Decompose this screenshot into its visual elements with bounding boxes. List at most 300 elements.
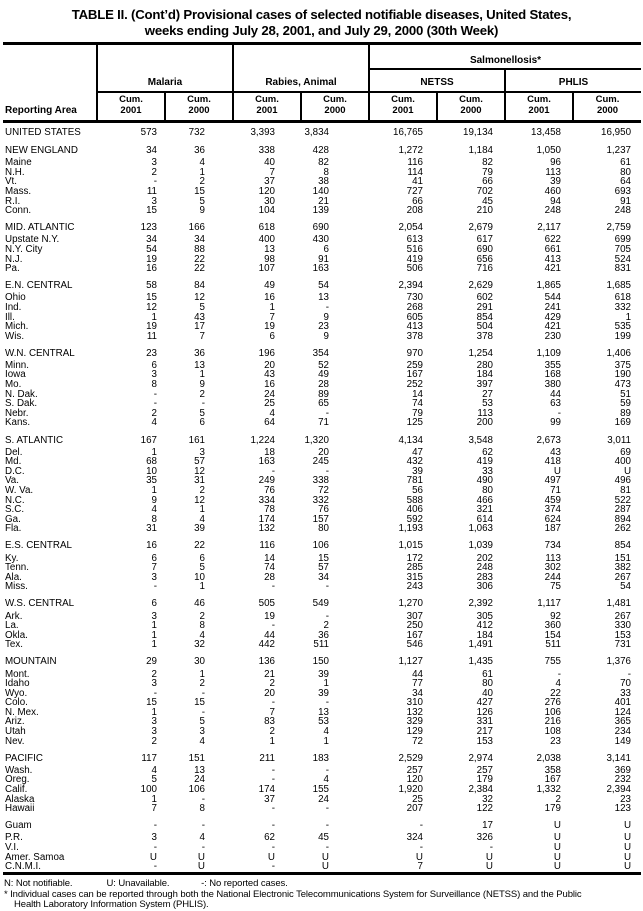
value-cell: 39 bbox=[318, 668, 329, 680]
value-cell: 592 bbox=[406, 513, 423, 525]
value-cell: 332 bbox=[312, 494, 329, 506]
value-cell: 96 bbox=[550, 157, 561, 169]
reporting-area-cell: Wyo. bbox=[5, 687, 28, 699]
reporting-area-cell: Minn. bbox=[5, 359, 29, 371]
value-cell: 25 bbox=[412, 793, 423, 805]
value-cell: 54 bbox=[620, 581, 632, 593]
reporting-area-cell: Amer. Samoa bbox=[5, 851, 65, 863]
value-cell: 505 bbox=[258, 598, 275, 610]
value-cell: 6 bbox=[323, 243, 329, 255]
value-cell: - bbox=[325, 697, 329, 709]
footnote-legend bbox=[4, 879, 641, 890]
value-cell: 54 bbox=[318, 280, 329, 292]
value-cell: 80 bbox=[482, 485, 493, 496]
value-cell: 81 bbox=[620, 485, 632, 496]
value-cell: 321 bbox=[476, 504, 493, 516]
value-cell: - bbox=[201, 706, 205, 718]
value-cell: - bbox=[419, 820, 423, 832]
table-row bbox=[3, 670, 641, 680]
value-cell: 3,011 bbox=[607, 434, 632, 446]
value-cell: 1 bbox=[151, 706, 157, 718]
value-cell: 9 bbox=[323, 311, 329, 323]
value-cell: 6 bbox=[151, 552, 157, 564]
reporting-area-cell: Pa. bbox=[5, 263, 20, 275]
reporting-area-cell: Mo. bbox=[5, 379, 22, 391]
value-cell: 421 bbox=[544, 263, 561, 275]
reporting-area-cell: Alaska bbox=[5, 793, 35, 805]
value-cell: U bbox=[415, 851, 423, 863]
reporting-area-cell: MID. ATLANTIC bbox=[5, 222, 75, 234]
value-cell: 57 bbox=[194, 456, 205, 468]
value-cell: 854 bbox=[476, 311, 493, 323]
value-cell: 32 bbox=[194, 639, 205, 651]
value-cell: 74 bbox=[412, 398, 423, 410]
malaria-cum-2001-header: Cum. 2001 bbox=[97, 92, 165, 122]
value-cell: 113 bbox=[545, 552, 561, 564]
value-cell: 202 bbox=[476, 552, 493, 564]
reporting-area-cell: S.C. bbox=[5, 504, 25, 516]
value-cell: 413 bbox=[406, 321, 423, 333]
value-cell: 166 bbox=[188, 222, 205, 234]
value-cell: 4 bbox=[323, 726, 329, 738]
value-cell: 413 bbox=[544, 253, 561, 265]
value-cell: 100 bbox=[140, 784, 157, 796]
value-cell: 31 bbox=[194, 475, 205, 487]
value-cell: 291 bbox=[476, 301, 493, 313]
value-cell: 72 bbox=[412, 735, 423, 747]
value-cell: 83 bbox=[264, 716, 275, 728]
value-cell: 125 bbox=[406, 417, 423, 429]
value-cell: 113 bbox=[545, 166, 561, 178]
value-cell: 16 bbox=[264, 292, 275, 304]
value-cell: 217 bbox=[476, 726, 493, 738]
table-section bbox=[3, 428, 641, 534]
table-section bbox=[3, 592, 641, 650]
value-cell: 1,127 bbox=[398, 656, 423, 668]
value-cell: 375 bbox=[614, 359, 632, 371]
value-cell: U bbox=[623, 851, 632, 863]
phlis-cum-2001-header: Cum. 2001 bbox=[505, 92, 573, 122]
value-cell: 23 bbox=[318, 321, 329, 333]
value-cell: 427 bbox=[476, 697, 493, 709]
value-cell: 250 bbox=[406, 620, 423, 632]
value-cell: 1 bbox=[323, 678, 329, 690]
value-cell: 66 bbox=[482, 176, 493, 188]
value-cell: 338 bbox=[258, 145, 275, 157]
reporting-area-cell: Nebr. bbox=[5, 407, 29, 419]
value-cell: 473 bbox=[614, 379, 632, 391]
value-cell: - bbox=[201, 398, 205, 410]
footnote-no-reported-cases: -: No reported cases. bbox=[201, 877, 288, 889]
value-cell: U bbox=[485, 861, 493, 873]
value-cell: 1 bbox=[269, 735, 275, 747]
value-cell: - bbox=[153, 687, 157, 699]
value-cell: 397 bbox=[476, 379, 493, 391]
netss-group-header: NETSS bbox=[369, 69, 505, 92]
value-cell: - bbox=[153, 820, 157, 832]
table-row bbox=[3, 399, 641, 409]
reporting-area-cell: Ill. bbox=[5, 311, 15, 323]
value-cell: 535 bbox=[614, 321, 632, 333]
table-row bbox=[3, 804, 641, 814]
reporting-area-cell: Hawaii bbox=[5, 803, 35, 815]
value-cell: 617 bbox=[476, 234, 493, 246]
rabies-cum-2000-header: Cum. 2000 bbox=[301, 92, 369, 122]
value-cell: 154 bbox=[544, 629, 561, 641]
value-cell: 19 bbox=[264, 610, 275, 622]
value-cell: 267 bbox=[614, 610, 632, 622]
phlis-group-header: PHLIS bbox=[505, 69, 641, 92]
table-row bbox=[3, 746, 641, 766]
value-cell: 3,548 bbox=[468, 434, 493, 446]
value-cell: 693 bbox=[614, 185, 632, 197]
value-cell: 2 bbox=[555, 793, 561, 805]
value-cell: 374 bbox=[544, 504, 561, 516]
value-cell: 9 bbox=[151, 494, 157, 506]
value-cell: 618 bbox=[614, 292, 632, 304]
value-cell: 2,759 bbox=[606, 222, 632, 234]
value-cell: 243 bbox=[406, 581, 423, 593]
value-cell: 46 bbox=[194, 598, 205, 610]
value-cell: 656 bbox=[476, 253, 493, 265]
value-cell: 257 bbox=[406, 764, 423, 776]
value-cell: 172 bbox=[406, 552, 423, 564]
value-cell: U bbox=[553, 820, 561, 832]
value-cell: 2,679 bbox=[468, 222, 493, 234]
value-cell: - bbox=[271, 620, 275, 632]
value-cell: 22 bbox=[194, 263, 205, 275]
value-cell: 588 bbox=[406, 494, 423, 506]
value-cell: 4 bbox=[199, 629, 205, 641]
value-cell: 305 bbox=[476, 610, 493, 622]
value-cell: 241 bbox=[544, 301, 561, 313]
value-cell: - bbox=[325, 842, 329, 853]
value-cell: - bbox=[201, 687, 205, 699]
value-cell: 65 bbox=[318, 398, 329, 410]
value-cell: 34 bbox=[194, 234, 205, 246]
value-cell: 421 bbox=[544, 321, 561, 333]
value-cell: 107 bbox=[258, 263, 275, 275]
value-cell: 120 bbox=[406, 774, 423, 786]
value-cell: U bbox=[623, 842, 632, 853]
phlis-cum-2000-header: Cum. 2000 bbox=[573, 92, 641, 122]
value-cell: 307 bbox=[406, 610, 423, 622]
value-cell: 28 bbox=[318, 379, 329, 391]
value-cell: - bbox=[201, 793, 205, 805]
value-cell: 1,270 bbox=[398, 598, 423, 610]
reporting-area-cell: Miss. bbox=[5, 581, 28, 593]
table-row bbox=[3, 573, 641, 583]
value-cell: 602 bbox=[476, 292, 493, 304]
footnotes bbox=[4, 879, 641, 911]
value-cell: 77 bbox=[412, 678, 423, 690]
value-cell: 412 bbox=[476, 620, 493, 632]
rabies-header-space bbox=[233, 44, 369, 70]
value-cell: 88 bbox=[194, 243, 205, 255]
value-cell: 2 bbox=[323, 620, 329, 632]
reporting-area-cell: E.N. CENTRAL bbox=[5, 280, 73, 292]
value-cell: 69 bbox=[620, 446, 632, 458]
value-cell: 74 bbox=[264, 562, 275, 574]
value-cell: 34 bbox=[146, 145, 157, 157]
value-cell: 4 bbox=[269, 407, 275, 419]
value-cell: 267 bbox=[614, 571, 632, 583]
value-cell: 167 bbox=[406, 369, 423, 381]
value-cell: 167 bbox=[406, 629, 423, 641]
table-section bbox=[3, 139, 641, 216]
malaria-header-space bbox=[97, 44, 233, 70]
value-cell: 504 bbox=[476, 321, 493, 333]
value-cell: 970 bbox=[406, 347, 423, 359]
value-cell: 3 bbox=[151, 678, 157, 690]
table-row bbox=[3, 592, 641, 612]
value-cell: 401 bbox=[614, 697, 632, 709]
value-cell: 24 bbox=[318, 793, 329, 805]
value-cell: 524 bbox=[614, 253, 632, 265]
value-cell: 7 bbox=[417, 861, 423, 873]
reporting-area-cell: N.Y. City bbox=[5, 243, 43, 255]
reporting-area-cell: Ga. bbox=[5, 513, 21, 525]
value-cell: 62 bbox=[482, 446, 493, 458]
table-header bbox=[3, 44, 641, 122]
value-cell: 429 bbox=[544, 311, 561, 323]
value-cell: 382 bbox=[614, 562, 632, 574]
value-cell: - bbox=[271, 803, 275, 815]
reporting-area-cell: Ohio bbox=[5, 292, 26, 304]
value-cell: 139 bbox=[312, 205, 329, 217]
malaria-group-header: Malaria bbox=[97, 69, 233, 92]
reporting-area-cell: Ala. bbox=[5, 571, 22, 583]
value-cell: 34 bbox=[318, 571, 329, 583]
value-cell: 12 bbox=[146, 301, 157, 313]
value-cell: 168 bbox=[544, 369, 561, 381]
value-cell: 94 bbox=[550, 195, 561, 207]
value-cell: U bbox=[623, 820, 632, 832]
value-cell: 61 bbox=[620, 157, 632, 169]
value-cell: 4 bbox=[555, 678, 561, 690]
table-row bbox=[3, 457, 641, 467]
value-cell: 4 bbox=[151, 417, 157, 429]
value-cell: 1,254 bbox=[468, 347, 493, 359]
value-cell: 605 bbox=[406, 311, 423, 323]
value-cell: 62 bbox=[264, 832, 275, 844]
reporting-area-cell: Nev. bbox=[5, 735, 25, 747]
value-cell: 5 bbox=[151, 774, 157, 786]
value-cell: 44 bbox=[264, 629, 275, 641]
value-cell: - bbox=[201, 820, 205, 832]
value-cell: 249 bbox=[258, 475, 275, 487]
value-cell: 1,050 bbox=[536, 145, 561, 157]
value-cell: 4 bbox=[151, 504, 157, 516]
value-cell: 92 bbox=[550, 610, 561, 622]
value-cell: 326 bbox=[476, 832, 493, 844]
value-cell: 3 bbox=[151, 610, 157, 622]
value-cell: 184 bbox=[476, 629, 493, 641]
value-cell: 5 bbox=[199, 407, 205, 419]
value-cell: 12 bbox=[194, 494, 205, 506]
value-cell: 5 bbox=[199, 301, 205, 313]
value-cell: 245 bbox=[312, 456, 329, 468]
value-cell: 2 bbox=[151, 668, 157, 680]
reporting-area-cell: P.R. bbox=[5, 832, 23, 844]
value-cell: 614 bbox=[476, 513, 493, 525]
value-cell: 268 bbox=[406, 301, 423, 313]
value-cell: 573 bbox=[140, 126, 157, 138]
value-cell: 2 bbox=[151, 166, 157, 178]
reporting-area-cell: N.J. bbox=[5, 253, 23, 265]
value-cell: 113 bbox=[477, 407, 493, 419]
value-cell: 76 bbox=[264, 485, 275, 496]
notifiable-diseases-table bbox=[3, 42, 641, 875]
value-cell: 13 bbox=[318, 706, 329, 718]
value-cell: 15 bbox=[194, 697, 205, 709]
value-cell: 418 bbox=[544, 456, 561, 468]
value-cell: 781 bbox=[406, 475, 423, 487]
value-cell: - bbox=[153, 176, 157, 188]
value-cell: 4 bbox=[199, 832, 205, 844]
value-cell: - bbox=[271, 764, 275, 776]
value-cell: - bbox=[419, 842, 423, 853]
table-row bbox=[3, 853, 641, 863]
value-cell: - bbox=[325, 301, 329, 313]
value-cell: 150 bbox=[312, 656, 329, 668]
value-cell: 731 bbox=[614, 639, 632, 651]
value-cell: 1,865 bbox=[536, 280, 561, 292]
reporting-area-cell: Guam bbox=[5, 820, 32, 832]
value-cell: 699 bbox=[614, 234, 632, 246]
value-cell: 2 bbox=[199, 485, 205, 496]
value-cell: 72 bbox=[318, 485, 329, 496]
value-cell: 511 bbox=[313, 639, 329, 651]
value-cell: 2,629 bbox=[468, 280, 493, 292]
value-cell: 338 bbox=[312, 475, 329, 487]
value-cell: 1,376 bbox=[606, 656, 632, 668]
value-cell: 5 bbox=[199, 562, 205, 574]
value-cell: 248 bbox=[614, 205, 632, 217]
value-cell: 36 bbox=[194, 347, 205, 359]
value-cell: 40 bbox=[264, 157, 275, 169]
value-cell: 276 bbox=[544, 697, 561, 709]
value-cell: 2 bbox=[199, 176, 205, 188]
value-cell: 53 bbox=[482, 398, 493, 410]
value-cell: 2,038 bbox=[536, 752, 561, 764]
value-cell: 13,458 bbox=[531, 126, 561, 138]
value-cell: 1 bbox=[199, 504, 205, 516]
reporting-area-cell: Upstate N.Y. bbox=[5, 234, 60, 246]
reporting-area-cell: Idaho bbox=[5, 678, 30, 690]
value-cell: - bbox=[271, 581, 275, 593]
value-cell: 442 bbox=[258, 639, 275, 651]
value-cell: 22 bbox=[194, 253, 205, 265]
value-cell: 3 bbox=[151, 157, 157, 169]
value-cell: 466 bbox=[476, 494, 493, 506]
value-cell: 80 bbox=[482, 678, 493, 690]
value-cell: - bbox=[325, 610, 329, 622]
value-cell: 430 bbox=[312, 234, 329, 246]
reporting-area-cell: E.S. CENTRAL bbox=[5, 540, 72, 552]
table-title bbox=[0, 7, 643, 38]
reporting-area-cell: N.H. bbox=[5, 166, 25, 178]
value-cell: 41 bbox=[412, 176, 423, 188]
reporting-area-cell: W.S. CENTRAL bbox=[5, 598, 75, 610]
value-cell: 23 bbox=[550, 735, 561, 747]
footnote-not-notifiable: N: Not notifiable. bbox=[4, 877, 73, 889]
value-cell: 334 bbox=[258, 494, 275, 506]
value-cell: 129 bbox=[406, 726, 423, 738]
value-cell: 3 bbox=[151, 369, 157, 381]
value-cell: 27 bbox=[482, 388, 493, 400]
value-cell: - bbox=[271, 697, 275, 709]
value-cell: 8 bbox=[323, 166, 329, 178]
table-row bbox=[3, 428, 641, 448]
value-cell: 199 bbox=[614, 330, 632, 342]
value-cell: 33 bbox=[620, 687, 632, 699]
value-cell: 196 bbox=[258, 347, 275, 359]
value-cell: 329 bbox=[406, 716, 423, 728]
value-cell: 7 bbox=[151, 562, 157, 574]
reporting-area-cell: Calif. bbox=[5, 784, 28, 796]
value-cell: 3,141 bbox=[606, 752, 632, 764]
value-cell: 8 bbox=[151, 379, 157, 391]
value-cell: 1,320 bbox=[304, 434, 329, 446]
value-cell: 1,224 bbox=[250, 434, 275, 446]
value-cell: 730 bbox=[406, 292, 423, 304]
value-cell: 24 bbox=[194, 774, 205, 786]
value-cell: 183 bbox=[312, 752, 329, 764]
value-cell: 378 bbox=[406, 330, 423, 342]
value-cell: 15 bbox=[146, 292, 157, 304]
reporting-area-cell: Tenn. bbox=[5, 562, 29, 574]
value-cell: 6 bbox=[199, 417, 205, 429]
value-cell: 21 bbox=[264, 668, 275, 680]
reporting-area-cell: Ariz. bbox=[5, 716, 25, 728]
reporting-area-cell: W. Va. bbox=[5, 485, 34, 496]
value-cell: 39 bbox=[412, 465, 423, 477]
value-cell: 365 bbox=[614, 716, 632, 728]
table-title-line2: weeks ending July 28, 2001, and July 29, 2000 (30th Week) bbox=[144, 22, 499, 38]
value-cell: 3 bbox=[151, 726, 157, 738]
value-cell: 116 bbox=[259, 540, 275, 552]
table-row bbox=[3, 737, 641, 747]
value-cell: 174 bbox=[258, 513, 275, 525]
value-cell: U bbox=[149, 851, 157, 863]
value-cell: 490 bbox=[476, 475, 493, 487]
value-cell: 104 bbox=[258, 205, 275, 217]
value-cell: 230 bbox=[544, 330, 561, 342]
value-cell: 354 bbox=[312, 347, 329, 359]
table-row bbox=[3, 814, 641, 834]
value-cell: 7 bbox=[269, 311, 275, 323]
value-cell: 330 bbox=[614, 620, 632, 632]
table-row bbox=[3, 833, 641, 843]
value-cell: 17 bbox=[482, 820, 493, 832]
value-cell: 43 bbox=[194, 311, 205, 323]
rabies-animal-group-header: Rabies, Animal bbox=[233, 69, 369, 92]
value-cell: 310 bbox=[406, 697, 423, 709]
value-cell: U bbox=[553, 465, 561, 477]
value-cell: 1 bbox=[199, 369, 205, 381]
value-cell: 4 bbox=[199, 513, 205, 525]
reporting-area-cell: Kans. bbox=[5, 417, 31, 429]
value-cell: 506 bbox=[406, 263, 423, 275]
value-cell: 63 bbox=[550, 398, 561, 410]
table-row bbox=[3, 139, 641, 159]
value-cell: 2 bbox=[269, 678, 275, 690]
value-cell: 257 bbox=[476, 764, 493, 776]
value-cell: 460 bbox=[544, 185, 561, 197]
value-cell: 1,920 bbox=[398, 784, 423, 796]
value-cell: 459 bbox=[544, 494, 561, 506]
